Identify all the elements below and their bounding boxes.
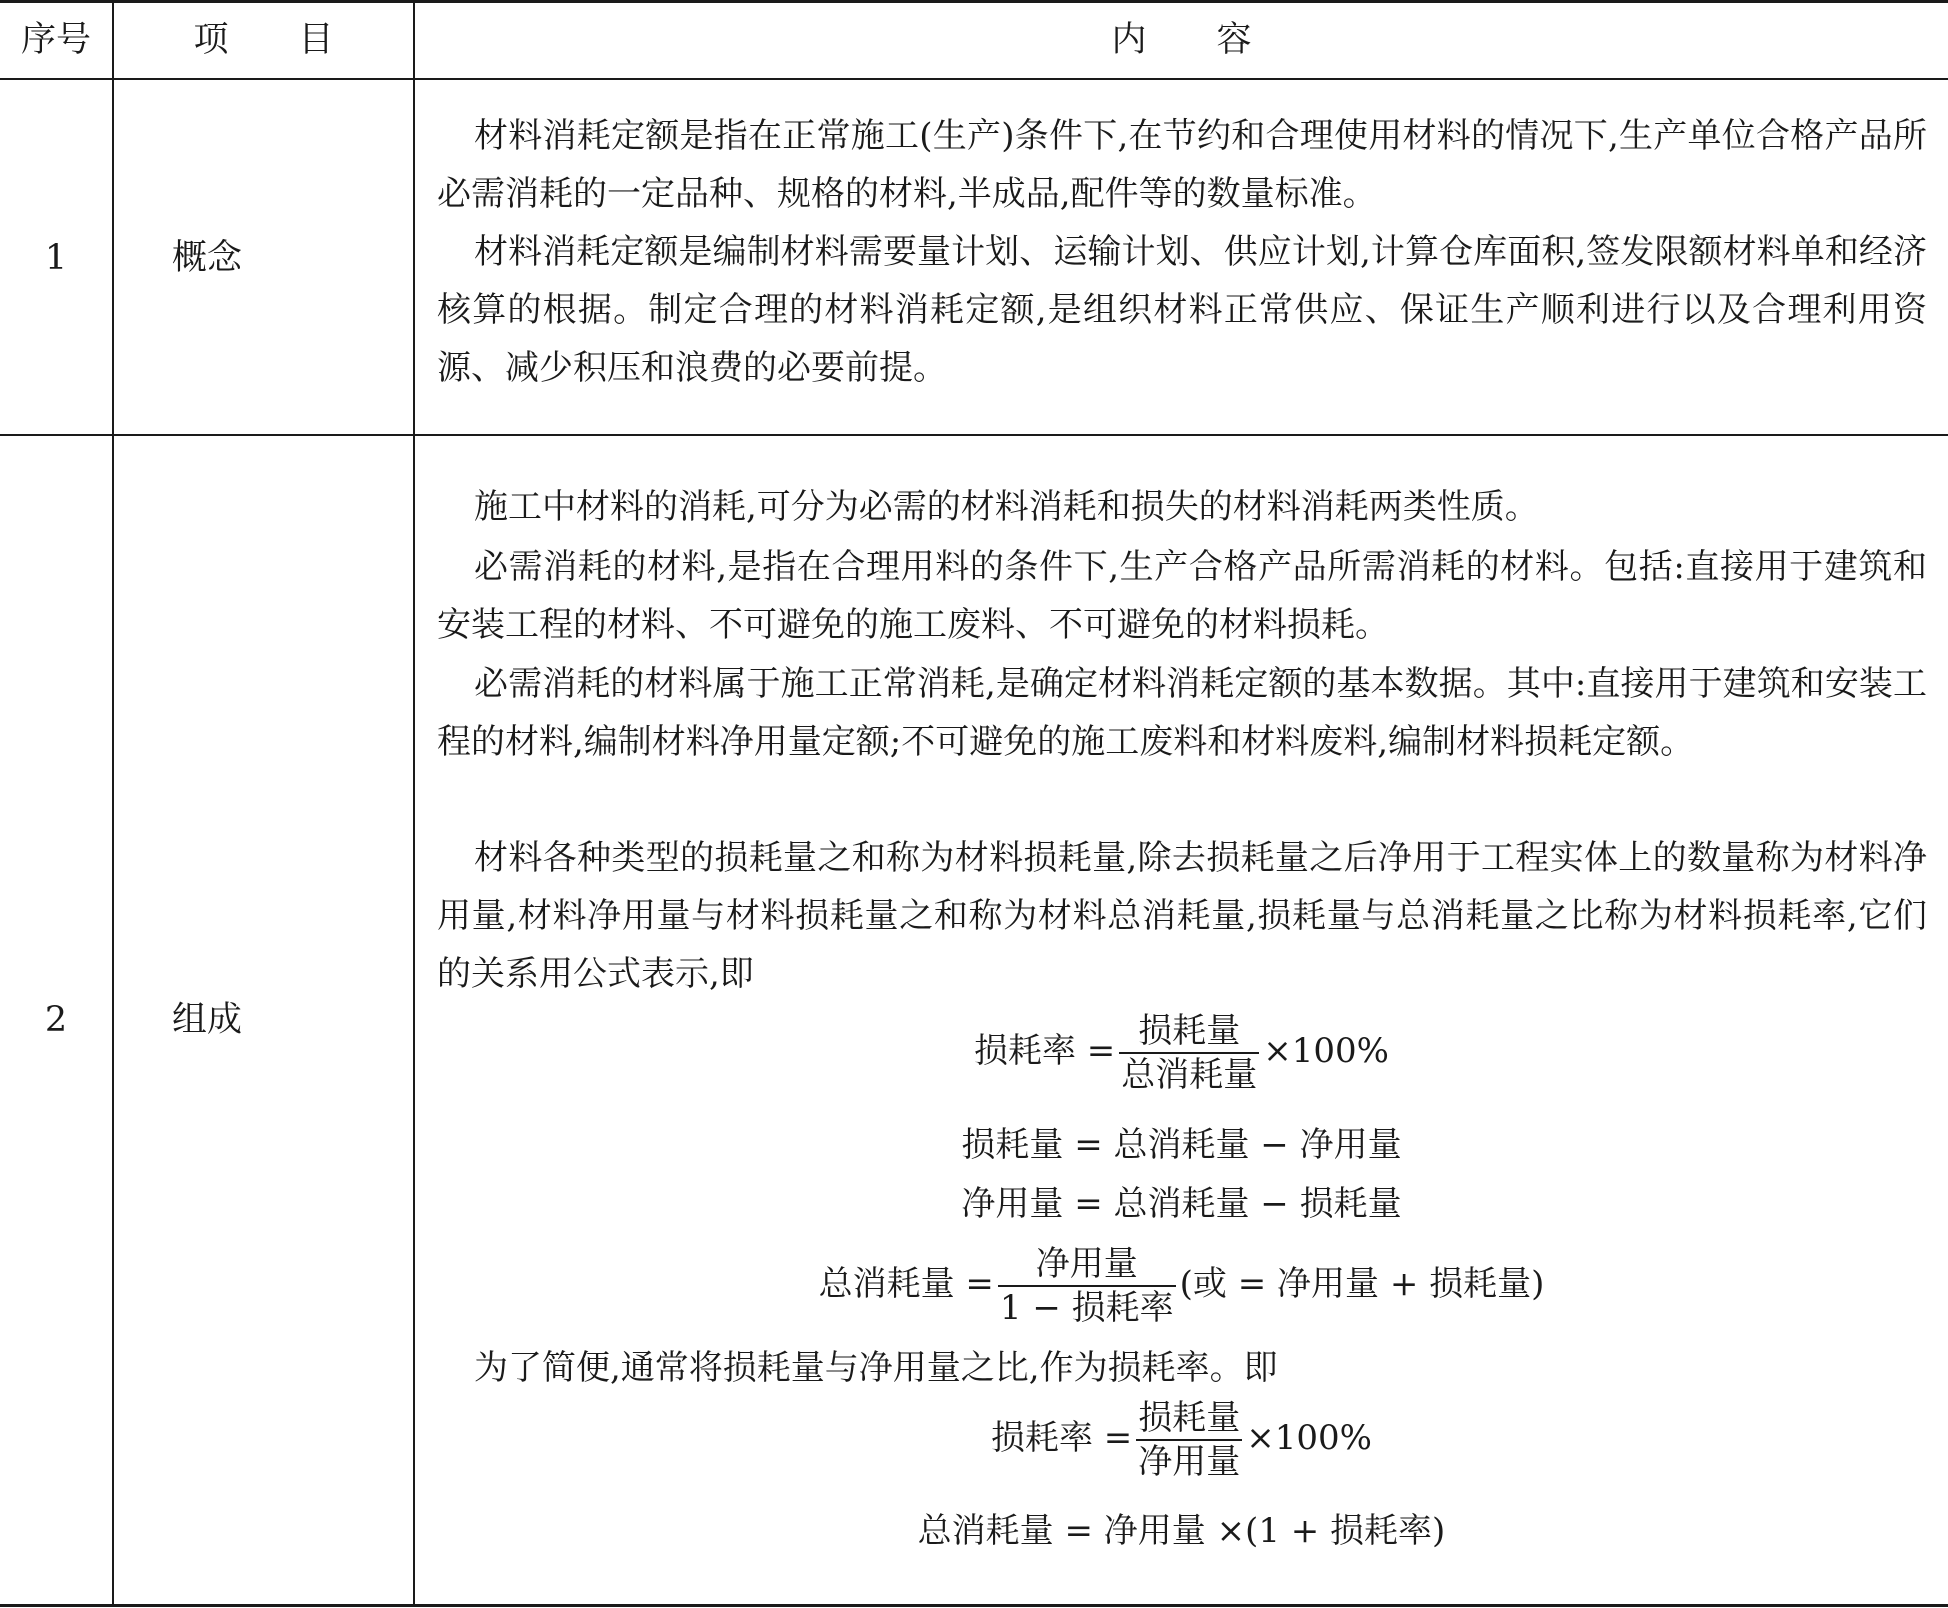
- formula5-denominator: 净用量: [1138, 1442, 1241, 1482]
- formula4-fraction: [998, 1243, 1176, 1329]
- formula-total-from-net: 总消耗量 = 净用量 ×(1 + 损耗率): [917, 1511, 1446, 1551]
- row2-paragraph-2: 必需消耗的材料,是指在合理用料的条件下,生产合格产品所需消耗的材料。包括:直接用于建筑和安装工程的材料、不可避免的施工废料、不可避免的材料损耗。: [437, 547, 1927, 645]
- row1-bottom-rule: [0, 434, 1948, 436]
- formula5-fraction: [1136, 1397, 1242, 1483]
- table-bottom-rule: [0, 1604, 1948, 1607]
- row1-paragraph-2: 材料消耗定额是编制材料需要量计划、运输计划、供应计划,计算仓库面积,签发限额材料单和经济核算的根据。制定合理的材料消耗定额,是组织材料正常供应、保证生产顺利进行以及合理利用资源、减少积压和浪费的必要前提。: [437, 232, 1927, 388]
- formula5-lhs: 损耗率 =: [991, 1418, 1133, 1458]
- col-divider-2: [413, 0, 415, 1607]
- formula5-tail: ×100%: [1246, 1418, 1372, 1458]
- row2-seq: 2: [44, 1000, 68, 1040]
- formula-loss-amount: 损耗量 = 总消耗量 − 净用量: [961, 1125, 1402, 1165]
- formula-net-amount: 净用量 = 总消耗量 − 损耗量: [961, 1184, 1402, 1224]
- row2-paragraph-3: 必需消耗的材料属于施工正常消耗,是确定材料消耗定额的基本数据。其中:直接用于建筑和安装工程的材料,编制材料净用量定额;不可避免的施工废料和材料废料,编制材料损耗定额。: [437, 664, 1927, 762]
- formula4-denominator: 1 − 损耗率: [999, 1288, 1174, 1328]
- formula-loss-rate-net: [415, 1397, 1948, 1483]
- row1-seq: 1: [44, 238, 68, 278]
- row1-item: 概念: [172, 238, 243, 278]
- formula1-numerator: 损耗量: [1119, 1010, 1259, 1054]
- formula1-fraction: [1119, 1010, 1259, 1096]
- formula-loss-rate-total: [415, 1010, 1948, 1096]
- formula4-lhs: 总消耗量 =: [818, 1264, 994, 1304]
- formula5-numerator: 损耗量: [1136, 1397, 1242, 1441]
- table-top-rule: [0, 0, 1948, 3]
- formula1-tail: ×100%: [1263, 1031, 1389, 1071]
- row1-paragraph-1: 材料消耗定额是指在正常施工(生产)条件下,在节约和合理使用材料的情况下,生产单位合格产品所必需消耗的一定品种、规格的材料,半成品,配件等的数量标准。: [437, 116, 1927, 214]
- header-seq: 序号: [20, 20, 91, 60]
- formula4-numerator: 净用量: [998, 1243, 1176, 1287]
- formula-total-consumption: [415, 1243, 1948, 1329]
- formula4-tail: (或 = 净用量 + 损耗量): [1179, 1264, 1545, 1304]
- row2-item: 组成: [172, 1000, 243, 1040]
- col-divider-1: [112, 0, 114, 1607]
- header-bottom-rule: [0, 78, 1948, 80]
- header-content: 内 容: [1111, 20, 1252, 60]
- formula1-lhs: 损耗率 =: [974, 1031, 1116, 1071]
- row2-paragraph-5: 为了简便,通常将损耗量与净用量之比,作为损耗率。即: [474, 1348, 1278, 1388]
- header-item: 项 目: [193, 20, 334, 60]
- row2-paragraph-1: 施工中材料的消耗,可分为必需的材料消耗和损失的材料消耗两类性质。: [474, 487, 1539, 527]
- formula1-denominator: 总消耗量: [1121, 1055, 1258, 1095]
- row2-paragraph-4: 材料各种类型的损耗量之和称为材料损耗量,除去损耗量之后净用于工程实体上的数量称为材料净用量,材料净用量与材料损耗量之和称为材料总消耗量,损耗量与总消耗量之比称为材料损耗率,它们的关系用公式表示,即: [437, 838, 1927, 994]
